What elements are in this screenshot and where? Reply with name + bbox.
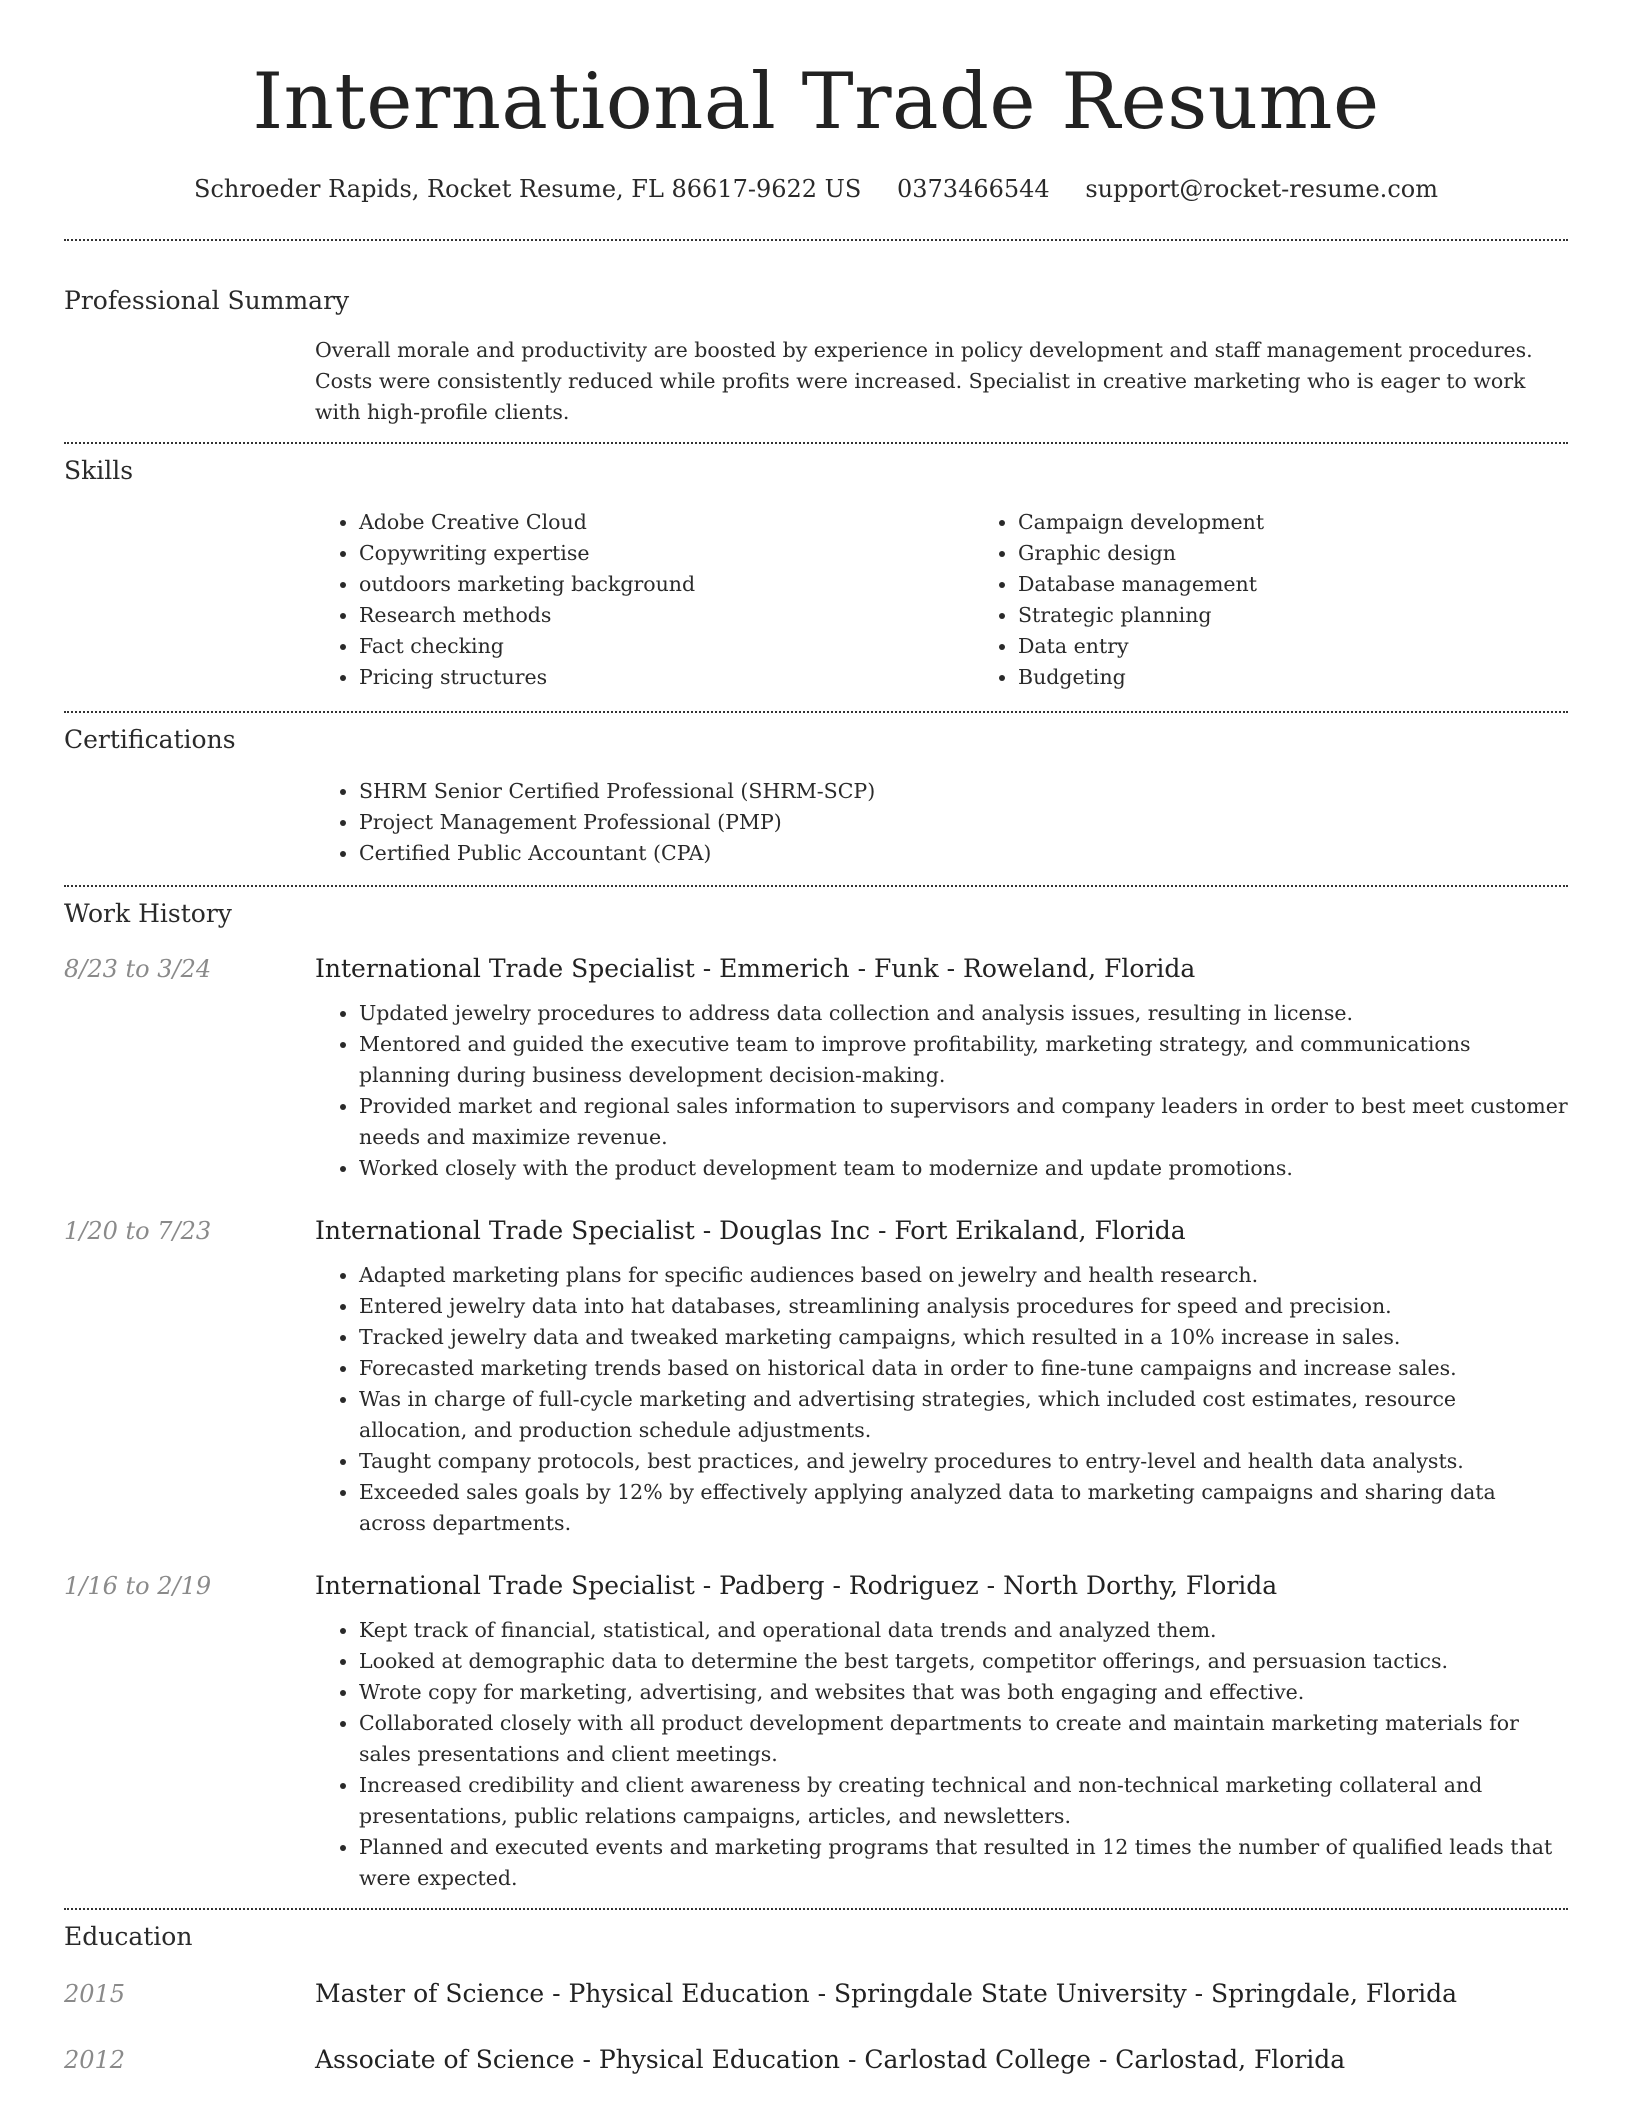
job-entry	[64, 1569, 1568, 1894]
section-heading-summary: Professional Summary	[64, 286, 350, 315]
job-details: - Padberg - Rodriguez - North Dorthy, Florida	[694, 1571, 1278, 1600]
skills-list-right	[974, 507, 1632, 693]
skill-item: • Pricing structures	[359, 662, 974, 693]
job-bullet: • Mentored and guided the executive team to improve profitability, marketing strategy, and communications planning during business development decision-making.	[359, 1029, 1568, 1091]
job-dates: 1/16 to 2/19	[64, 1572, 212, 1600]
education-degree: Master of Science - Physical Education	[315, 1979, 810, 2008]
job-bullet: • Collaborated closely with all product development departments to create and maintain marketing materials for sales presentations and client meetings.	[359, 1708, 1568, 1770]
work-history-section	[64, 887, 1568, 1908]
resume-title: International Trade Resume	[252, 57, 1380, 147]
education-details: - Springdale State University - Springdale, Florida	[809, 1979, 1458, 2008]
skill-item: • outdoors marketing background	[359, 569, 974, 600]
job-bullet-list	[315, 1615, 1568, 1894]
skill-item: • Fact checking	[359, 631, 974, 662]
job-role: International Trade Specialist	[315, 954, 695, 983]
job-duties	[315, 1615, 1568, 1894]
job-dates: 8/23 to 3/24	[64, 955, 212, 983]
job-header	[64, 1214, 1568, 1248]
section-heading-work-history: Work History	[64, 899, 232, 928]
contact-address: Schroeder Rapids, Rocket Resume, FL 86617-9622 US	[194, 175, 862, 203]
certifications-content	[315, 776, 1568, 869]
job-bullet-list	[315, 998, 1568, 1184]
job-bullet: • Worked closely with the product development team to modernize and update promotions.	[359, 1153, 1568, 1184]
certification-item: • SHRM Senior Certified Professional (SHRM-SCP)	[359, 776, 1568, 807]
job-title	[315, 952, 1195, 986]
job-role: International Trade Specialist	[315, 1216, 695, 1245]
skills-section	[64, 444, 1568, 711]
section-heading-certifications: Certifications	[64, 725, 236, 754]
section-heading-education: Education	[64, 1922, 193, 1951]
education-entry	[64, 1977, 1568, 2011]
job-bullet: • Adapted marketing plans for specific audiences based on jewelry and health research.	[359, 1260, 1568, 1291]
job-title	[315, 1569, 1277, 1603]
resume-page	[64, 0, 1568, 2077]
skill-item: • Budgeting	[1018, 662, 1632, 693]
certification-item: • Certified Public Accountant (CPA)	[359, 838, 1568, 869]
job-bullet: • Wrote copy for marketing, advertising, and websites that was both engaging and effective.	[359, 1677, 1568, 1708]
job-details: - Emmerich - Funk - Roweland, Florida	[694, 954, 1196, 983]
job-bullet: • Forecasted marketing trends based on historical data in order to fine-tune campaigns and increase sales.	[359, 1353, 1568, 1384]
certification-item: • Project Management Professional (PMP)	[359, 807, 1568, 838]
skill-item: • Database management	[1018, 569, 1632, 600]
skill-item: • Campaign development	[1018, 507, 1632, 538]
certifications-list	[315, 776, 1568, 869]
job-bullet: • Planned and executed events and marketing programs that resulted in 12 times the number of qualified leads that were expected.	[359, 1832, 1568, 1894]
education-details: - Carlostad College - Carlostad, Florida	[840, 2045, 1346, 2074]
job-bullet: • Kept track of financial, statistical, and operational data trends and analyzed them.	[359, 1615, 1568, 1646]
job-title	[315, 1214, 1186, 1248]
certifications-section	[64, 713, 1568, 885]
job-entry	[64, 1214, 1568, 1539]
job-bullet: • Increased credibility and client awareness by creating technical and non-technical marketing collateral and presentations, public relations campaigns, articles, and newsletters.	[359, 1770, 1568, 1832]
education-title	[315, 2043, 1345, 2077]
education-degree: Associate of Science - Physical Education	[315, 2045, 841, 2074]
education-year: 2015	[64, 1980, 126, 2008]
skills-grid	[315, 507, 1568, 693]
summary-text: Overall morale and productivity are boosted by experience in policy development and staff management procedures. Costs were consistently reduced while profits were increased. Specialist in creative marketing who is eager to work with high-profile clients.	[315, 338, 1533, 424]
contact-line	[64, 172, 1568, 206]
job-header	[64, 1569, 1568, 1603]
job-duties	[315, 1260, 1568, 1539]
skills-list-left	[315, 507, 974, 693]
job-dates: 1/20 to 7/23	[64, 1217, 212, 1245]
job-bullet: • Tracked jewelry data and tweaked marketing campaigns, which resulted in a 10% increase in sales.	[359, 1322, 1568, 1353]
job-bullet: • Exceeded sales goals by 12% by effectively applying analyzed data to marketing campaigns and sharing data across departments.	[359, 1477, 1568, 1539]
job-details: - Douglas Inc - Fort Erikaland, Florida	[694, 1216, 1186, 1245]
summary-section	[64, 241, 1568, 442]
skill-item: • Research methods	[359, 600, 974, 631]
education-year: 2012	[64, 2046, 126, 2074]
skill-item: • Graphic design	[1018, 538, 1632, 569]
job-bullet: • Looked at demographic data to determine the best targets, competitor offerings, and persuasion tactics.	[359, 1646, 1568, 1677]
job-bullet: • Updated jewelry procedures to address data collection and analysis issues, resulting in license.	[359, 998, 1568, 1029]
skill-item: • Data entry	[1018, 631, 1632, 662]
skill-item: • Copywriting expertise	[359, 538, 974, 569]
job-bullet: • Provided market and regional sales information to supervisors and company leaders in order to best meet customer needs and maximize revenue.	[359, 1091, 1568, 1153]
job-role: International Trade Specialist	[315, 1571, 695, 1600]
job-bullet: • Taught company protocols, best practices, and jewelry procedures to entry-level and health data analysts.	[359, 1446, 1568, 1477]
job-bullet: • Was in charge of full-cycle marketing and advertising strategies, which included cost estimates, resource allocation, and production schedule adjustments.	[359, 1384, 1568, 1446]
contact-phone: 0373466544	[897, 175, 1050, 203]
education-title	[315, 1977, 1457, 2011]
job-bullet-list	[315, 1260, 1568, 1539]
job-bullet: • Entered jewelry data into hat databases, streamlining analysis procedures for speed and precision.	[359, 1291, 1568, 1322]
job-header	[64, 952, 1568, 986]
education-section	[64, 1910, 1568, 2077]
job-duties	[315, 998, 1568, 1184]
contact-email: support@rocket-resume.com	[1085, 175, 1438, 203]
skill-item: • Adobe Creative Cloud	[359, 507, 974, 538]
section-heading-skills: Skills	[64, 456, 134, 485]
education-entry	[64, 2043, 1568, 2077]
skill-item: • Strategic planning	[1018, 600, 1632, 631]
job-entry	[64, 952, 1568, 1184]
